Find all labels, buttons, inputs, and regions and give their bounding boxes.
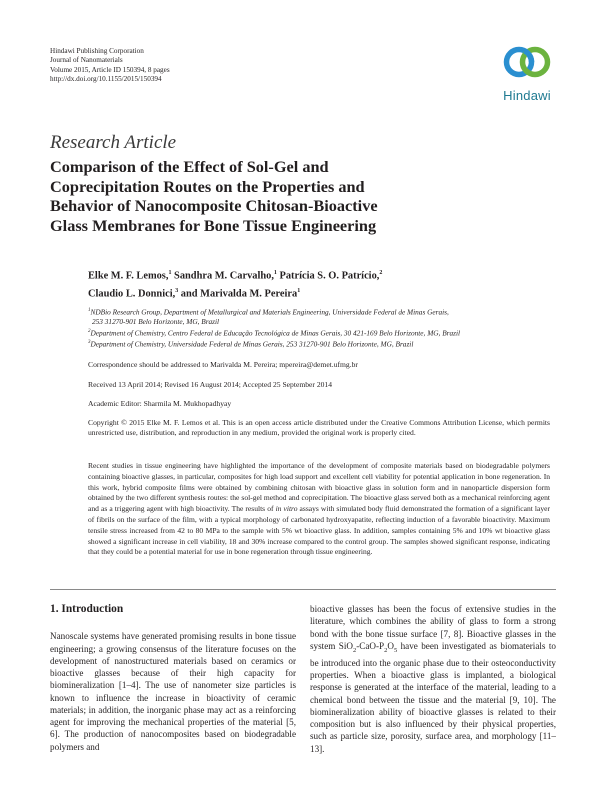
text-part: O [387,640,394,651]
affiliation-3 [88,338,558,349]
title-line: Glass Membranes for Bone Tissue Engineering [50,215,377,235]
subscript: 5 [393,646,398,654]
received-dates: Received 13 April 2014; Revised 16 August 2014; Accepted 25 September 2014 [88,380,333,389]
body-column-left [50,603,296,753]
affiliation-1-cont: 253 31270-901 Belo Horizonte, MG, Brazil [92,317,220,327]
author-name: and Marivalda M. Pereira [178,288,298,300]
abstract-italic: in vitro [275,504,298,514]
correspondence: Correspondence should be addressed to Marivalda M. Pereira; mpereira@demet.ufmg.br [88,360,358,369]
author-affil-sup: 3 [175,287,179,294]
author-list [88,266,548,302]
body-column-right [310,603,556,755]
author-affil-sup: 1 [273,270,277,276]
journal-name: Journal of Nanomaterials [50,56,123,65]
title-line: Comparison of the Effect of Sol-Gel and [50,157,329,176]
author-name: Sandhra M. Carvalho, [171,270,274,282]
author-name: Patrícia S. O. Patrício, [276,270,380,282]
affil-sup: 1 [88,308,91,313]
abstract [88,461,550,558]
publisher-line: Hindawi Publishing Corporation [50,47,144,55]
article-title [50,157,520,235]
author-name: Claudio L. Donnici, [88,288,176,300]
intro-paragraph-cont [310,603,556,755]
academic-editor: Academic Editor: Sharmila M. Mukhopadhyay [88,399,232,408]
subscript: 2 [352,646,357,654]
abstract-part: Recent studies in tissue engineering have highlighted the importance of the development of composite materials based on biodegradable polymers containing bioactive glasses, in particular, composites for high load support and excellent cell viability for potential application in bone regeneration. In this work, hybrid composite films were obtained by combining chitosan with bioactive glass in solution form and in nanoparticle dispersion form obtained by the two different synthesis routes: the sol-gel method and coprecipitation. The bioactive glass served both as a mechanical reinforcing agent and as a triggering agent with high bioactivity. The results of [88,461,550,514]
doi-link[interactable]: http://dx.doi.org/10.1155/2015/150394 [50,74,162,83]
title-line: Behavior of Nanocomposite Chitosan-Bioactive [50,196,378,216]
section-heading: 1. Introduction [50,603,124,615]
journal-header [50,47,370,84]
affil-text: NDBio Research Group, Department of Metallurgical and Materials Engineering, Universidade Federal de Minas Gerais, [90,307,449,317]
text-part: have been investigated as biomaterials to be introduced into the organic phase due to their osteoconductivity properties. When a bioactive glass is implanted, a biological response is generated at the interface of the material, leading to a chemical bond between the tissue and the material [9, 10]. The biomineralization ability of bioactive glasses is related to their composition but is also influenced by their physical properties, such as particle size, porosity, surface area, and morphology [11–13]. [310,640,556,754]
section-divider [50,589,556,590]
abstract-part: assays with simulated body fluid demonstrated the formation of a significant layer of fibrils on the surface of the film, with a typical morphology of carbonated hydroxyapatite, reflecting induction of a favorable bioactivity. Maximum tensile stress increased from 42 to 80 MPa to the sample with 5% wt bioactive glass. In addition, samples containing 5% and 10% wt bioactive glass showed a significant increase in cell viability, 18 and 30% increase compared to the control group. The samples showed significant response, indicating that they could be a potential material for use in bone regeneration through tissue engineering. [88,504,550,557]
text-part: bioactive glasses has been the focus of extensive studies in the literature, which combines the ability of glass to form a strong bond with the bone tissue surface [7, 8]. Bioactive glasses in the system SiO [310,604,556,651]
author-line [88,284,548,302]
intro-paragraph: Nanoscale systems have generated promising results in bone tissue engineering; a growing consensus of the literature focuses on the development of nanostructured materials based on ceramics or bioactive glasses because of their high capacity for biomineralization [1–4]. The use of nanometer size particles is known to influence the increase in bioactivity of ceramic materials; in addition, the inorganic phase may act as a reinforcing agent for improving the mechanical properties of the material [5, 6]. The production of nanocomposites based on biodegradable polymers and [50,631,296,752]
affiliation-2 [88,327,558,338]
logo-text: Hindawi [503,88,551,103]
author-affil-sup: 2 [379,270,383,276]
copyright-notice: Copyright © 2015 Elke M. F. Lemos et al. This is an open access article distributed under the Creative Commons Attribution License, which permits unrestricted use, distribution, and reproduction in any medium, provided the original work is properly cited. [88,418,550,437]
hindawi-rings-icon [496,40,558,88]
affil-sup: 2 [88,328,91,334]
affil-sup: 3 [88,339,91,345]
affiliations [88,306,558,349]
author-name: Elke M. F. Lemos, [88,270,169,282]
subscript: 2 [384,646,388,654]
hindawi-logo [496,40,558,106]
author-line [88,266,548,284]
affil-text: Department of Chemistry, Universidade Federal de Minas Gerais, 253 31270-901 Belo Horizonte, MG, Brazil [90,339,414,349]
author-affil-sup: 1 [168,270,172,276]
affiliation-1 [88,306,558,317]
abstract-text [88,461,550,558]
author-affil-sup: 1 [297,287,301,294]
text-part: -CaO-P [356,640,385,651]
article-type: Research Article [50,132,177,153]
title-line: Coprecipitation Routes on the Properties and [50,176,365,196]
volume-line: Volume 2015, Article ID 150394, 8 pages [50,65,170,74]
affil-text: Department of Chemistry, Centro Federal de Educação Tecnológica de Minas Gerais, 30 421-169 Belo Horizonte, MG, Brazil [90,328,461,338]
